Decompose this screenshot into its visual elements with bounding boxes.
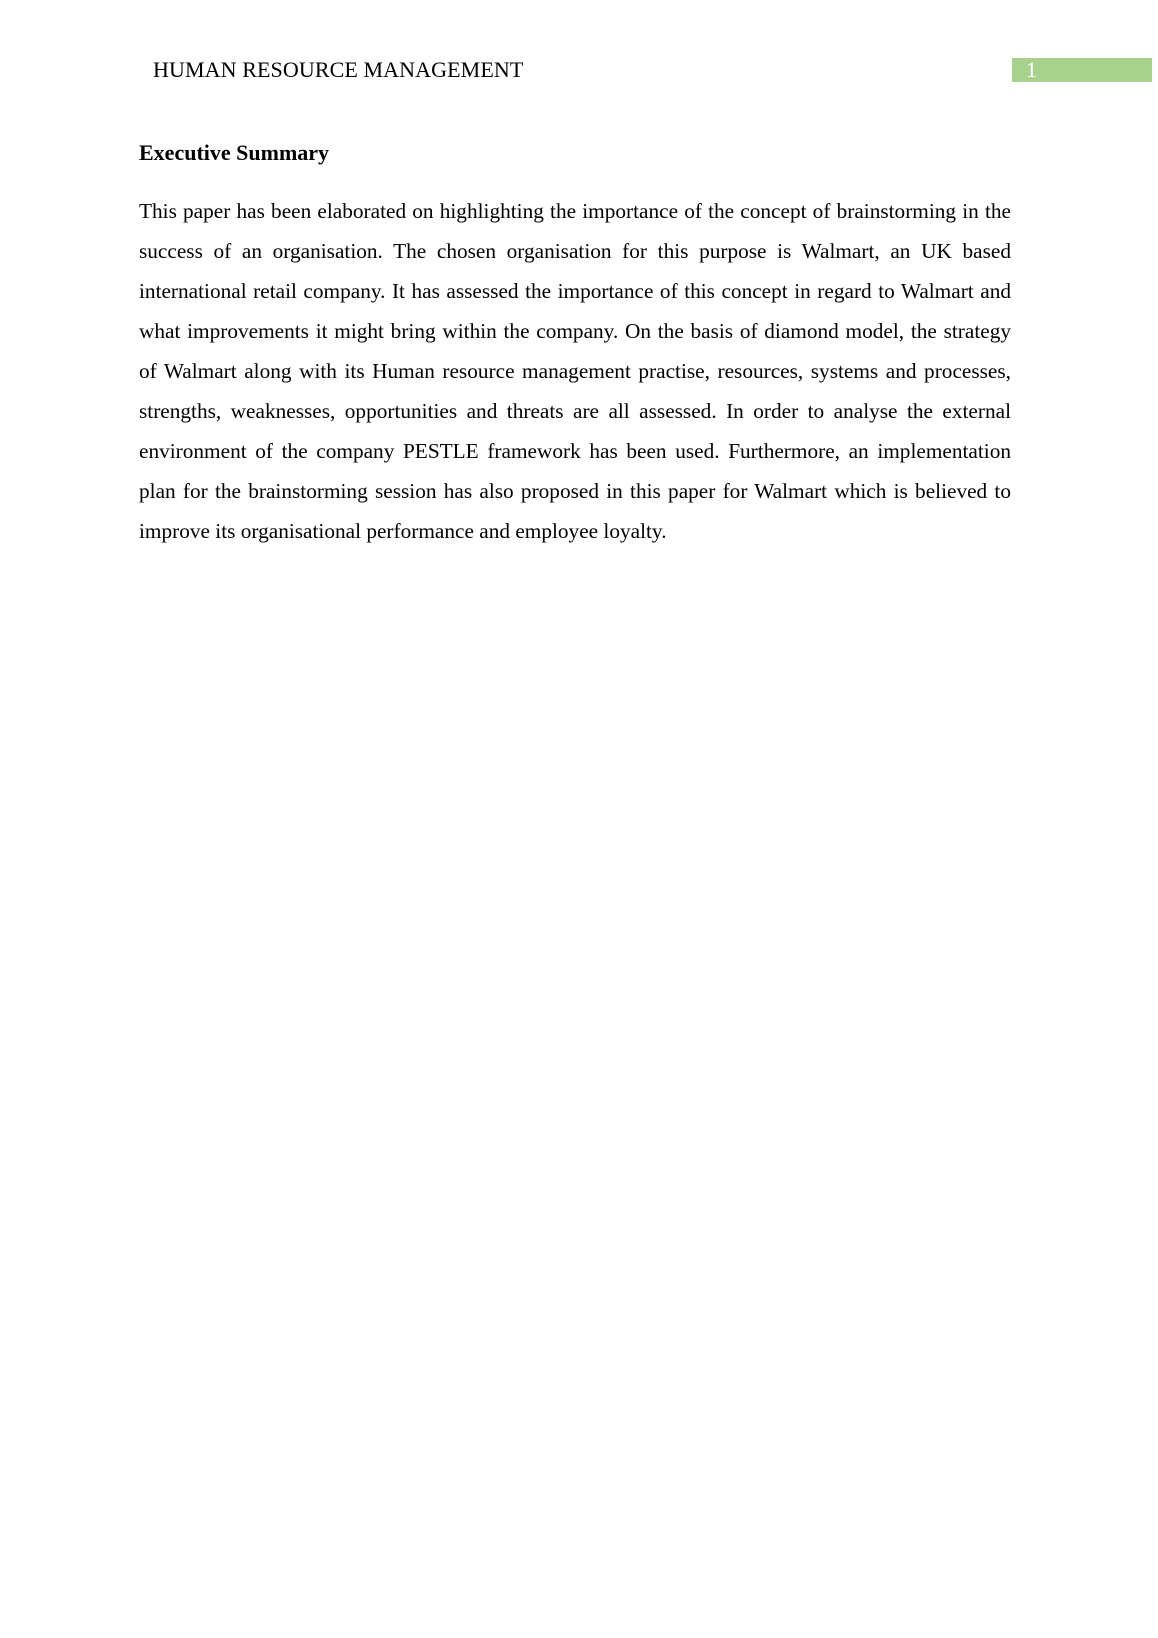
summary-paragraph: This paper has been elaborated on highlighting the importance of the concept of brainstorming in the success of an organisation. The chosen organisation for this purpose is Walmart, an UK based international retail company. It has assessed the importance of this concept in regard to Walmart and what improvements it might bring within the company. On the basis of diamond model, the strategy of Walmart along with its Human resource management practise, resources, systems and processes, strengths, weaknesses, opportunities and threats are all assessed. In order to analyse the external environment of the company PESTLE framework has been used. Furthermore, an implementation plan for the brainstorming session has also proposed in this paper for Walmart which is believed to improve its organisational performance and employee loyalty. <box>139 199 1011 543</box>
section-heading: Executive Summary <box>139 140 330 165</box>
page-number: 1 <box>1026 57 1037 82</box>
page-number-badge <box>1012 58 1152 82</box>
running-header-title: HUMAN RESOURCE MANAGEMENT <box>153 57 524 82</box>
